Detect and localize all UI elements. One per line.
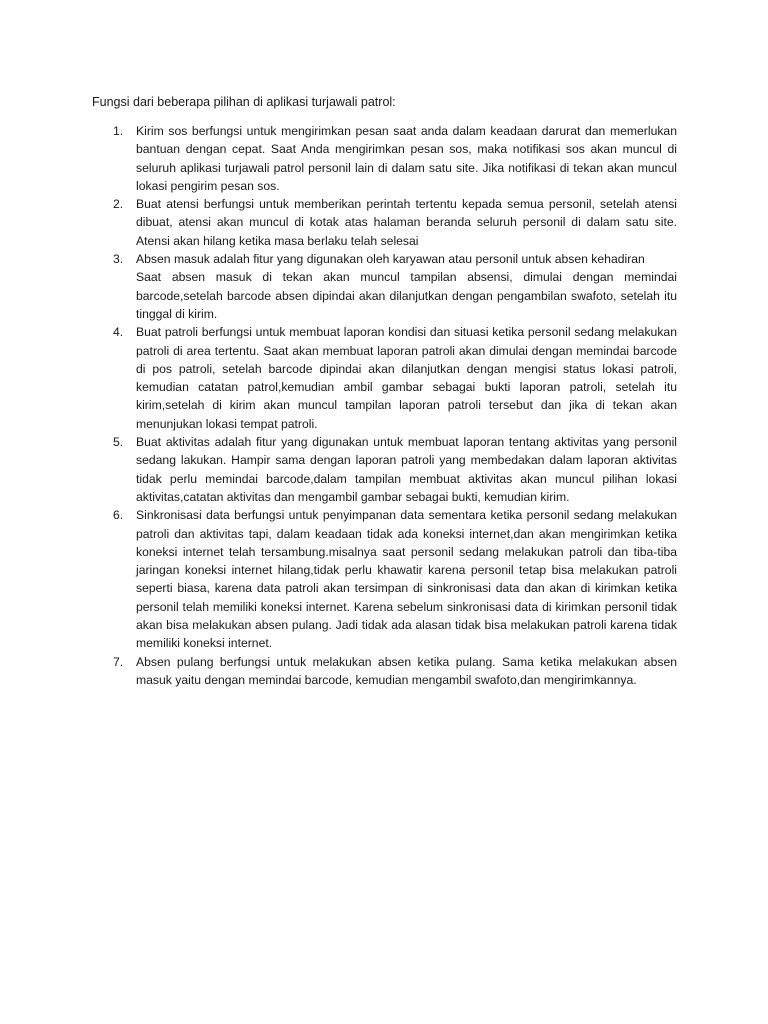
list-item-text: Buat patroli berfungsi untuk membuat laporan kondisi dan situasi ketika personil sedang melakukan patroli di area tertentu. Saat akan membuat laporan patroli akan dimulai dengan memindai barcode di pos patroli, setelah barcode dipindai akan dilanjutkan dengan mengisi status lokasi patroli, kemudian catatan patrol,kemudian ambil gambar sebagai bukti laporan patroli, setelah itu kirim,setelah di kirim akan muncul tampilan laporan patroli tersebut dan jika di tekan akan menunjukan lokasi tempat patroli. [136,325,677,431]
list-item-number: 7. [113,654,124,669]
list-item-number: 4. [113,325,124,340]
list-item-number: 3. [113,252,124,267]
list-item-text: Sinkronisasi data berfungsi untuk penyimpanan data sementara ketika personil sedang melakukan patroli dan aktivitas tapi, dalam keadaan tidak ada koneksi internet,dan akan mengirimkan ketika koneksi internet telah tersambung.misalnya saat personil sedang melakukan patroli dan tiba-tiba jaringan koneksi internet hilang,tidak perlu khawatir karena personil tetap bisa melakukan patroli seperti biasa, karena data patroli akan tersimpan di sinkronisasi data dan akan di kirimkan ketika personil telah memiliki koneksi internet. Karena sebelum sinkronisasi data di kirimkan personil tidak akan bisa melakukan absen pulang. Jadi tidak ada alasan tidak bisa melakukan patroli karena tidak memiliki koneksi internet. [136,508,677,651]
list-item [92,433,677,506]
list-item-text: Buat atensi berfungsi untuk memberikan perintah tertentu kepada semua personil, setelah atensi dibuat, atensi akan muncul di kotak atas halaman beranda seluruh personil di dalam satu site. Atensi akan hilang ketika masa berlaku telah selesai [136,197,677,248]
list-item [92,195,677,250]
list-item-text: Kirim sos berfungsi untuk mengirimkan pesan saat anda dalam keadaan darurat dan memerlukan bantuan dengan cepat. Saat Anda mengirimkan pesan sos, maka notifikasi sos akan muncul di seluruh aplikasi turjawali patrol personil lain di dalam satu site. Jika notifikasi di tekan akan muncul lokasi pengirim pesan sos. [136,124,677,193]
list-item [92,506,677,652]
function-list [92,122,677,689]
list-item [92,250,677,323]
document-page [92,93,677,689]
list-item-number: 1. [113,124,124,138]
list-item-subtext: Saat absen masuk di tekan akan muncul tampilan absensi, dimulai dengan memindai barcode,setelah barcode absen dipindai akan dilanjutkan dengan pengambilan swafoto, setelah itu tinggal di kirim. [136,270,677,321]
document-heading: Fungsi dari beberapa pilihan di aplikasi turjawali patrol: [92,95,396,109]
list-item-number: 2. [113,197,124,212]
list-item [92,653,677,690]
list-item [92,323,677,433]
list-item-text: Absen masuk adalah fitur yang digunakan oleh karyawan atau personil untuk absen kehadiran [136,252,645,267]
list-item [92,122,677,195]
list-item-number: 5. [113,435,124,450]
list-item-text: Absen pulang berfungsi untuk melakukan absen ketika pulang. Sama ketika melakukan absen masuk yaitu dengan memindai barcode, kemudian mengambil swafoto,dan mengirimkannya. [136,654,677,687]
list-item-number: 6. [113,508,124,523]
list-item-text: Buat aktivitas adalah fitur yang digunakan untuk membuat laporan tentang aktivitas yang personil sedang lakukan. Hampir sama dengan laporan patroli yang membedakan dalam laporan aktivitas tidak perlu memindai barcode,dalam tampilan membuat aktivitas akan muncul pilihan lokasi aktivitas,catatan aktivitas dan mengambil gambar sebagai bukti, kemudian kirim. [136,435,677,504]
